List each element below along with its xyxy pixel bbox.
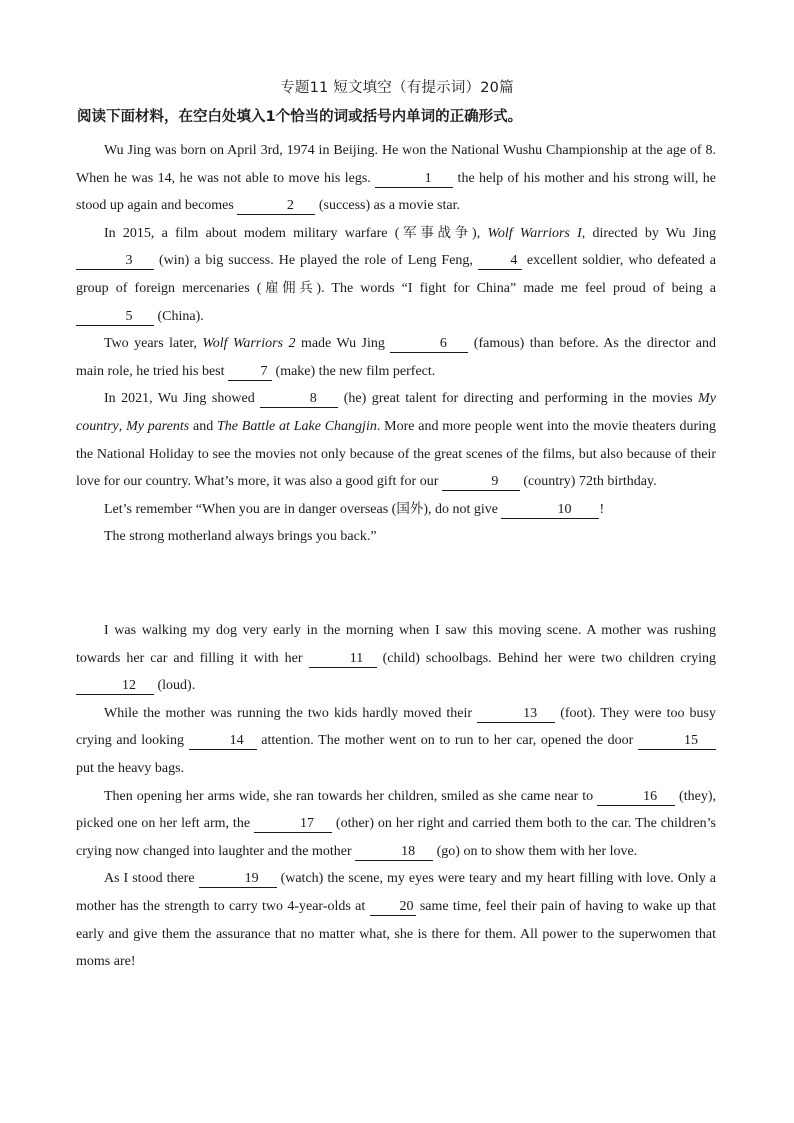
page-title: 专题11 短文填空（有提示词）20篇 [280, 80, 514, 96]
chinese-gloss: 军事战争 [399, 224, 473, 241]
blank-9[interactable]: 9 [442, 474, 520, 491]
paragraph: In 2021, Wu Jing showed 8 (he) great talent for directing and performing in the movies My country, My parents and The Battle at Lake Changjin. More and more people went into the movie theaters during the National Holiday to see the movies not only because of the great scenes of the films, but also because of their love for our country. What’s more, it was also a good gift for our 9 (country) 72th birthday. [76, 391, 717, 490]
paragraph: I was walking my dog very early in the morning when I saw this moving scene. A mother was rushing towards her car and filling it with her 11 (child) schoolbags. Behind her were two children crying 12 (loud). [76, 623, 716, 694]
film-title: The Battle at Lake Changjin [217, 418, 377, 434]
blank-20[interactable]: 20 [370, 899, 416, 916]
film-title: My country [76, 391, 716, 434]
blank-8[interactable]: 8 [260, 391, 338, 408]
blank-1[interactable]: 1 [375, 171, 453, 188]
blank-18[interactable]: 18 [355, 844, 433, 861]
blank-11[interactable]: 11 [309, 651, 377, 668]
paragraph: As I stood there 19 (watch) the scene, my eyes were teary and my heart filling with love. Only a mother has the strength to carry two 4-year-olds at 20 same time, feel their pain of having to wake up that early and give them the assurance that no matter what, she is there for them. All power to the superwomen that moms are! [76, 871, 717, 970]
blank-15[interactable]: 15 [638, 733, 716, 750]
film-title: Wolf Warriors 2 [202, 336, 296, 352]
chinese-gloss: 国外 [396, 500, 424, 517]
instructions: 阅读下面材料，在空白处填入1个恰当的词或括号内单词的正确形式。 [77, 109, 523, 125]
paragraph: In 2015, a film about modem military warfare (军事战争), Wolf Warriors I, directed by Wu Jing 3 (win) a big success. He played the role of Leng Feng, 4 excellent soldier, who defeated a group of foreign mercenaries (雇佣兵). The words “I fight for China” made me feel proud of being a 5 (China). [76, 224, 717, 324]
blank-2[interactable]: 2 [237, 198, 315, 215]
film-title: My parents [126, 418, 190, 434]
paragraph: Let’s remember “When you are in danger overseas (国外), do not give 10 ! [104, 500, 605, 517]
blank-7[interactable]: 7 [228, 364, 272, 381]
paragraph: Wu Jing was born on April 3rd, 1974 in Beijing. He won the National Wushu Championship at the age of 8. When he was 14, he was not able to move his legs. 1 the help of his mother and his strong will, he stood up again and becomes 2 (success) as a movie star. [76, 143, 716, 214]
paragraph: Then opening her arms wide, she ran towards her children, smiled as she came near to 16 (they), picked one on her left arm, the 17 (other) on her right and carried them both to the car. The children’s crying now changed into laughter and the mother 18 (go) on to show them with her love. [76, 788, 716, 859]
blank-19[interactable]: 19 [199, 871, 277, 888]
blank-16[interactable]: 16 [597, 789, 675, 806]
blank-10[interactable]: 10 [501, 502, 599, 519]
blank-13[interactable]: 13 [477, 706, 555, 723]
blank-17[interactable]: 17 [254, 816, 332, 833]
passage-wu-jing [76, 137, 716, 551]
chinese-gloss: 雇佣兵 [261, 279, 317, 296]
paragraph: While the mother was running the two kids hardly moved their 13 (foot). They were too busy crying and looking 14 attention. The mother went on to run to her car, opened the door 15 put the heavy bags. [76, 705, 716, 776]
blank-5[interactable]: 5 [76, 309, 154, 326]
paragraph: Two years later, Wolf Warriors 2 made Wu Jing 6 (famous) than before. As the director and main role, he tried his best 7 (make) the new film perfect. [76, 336, 717, 379]
blank-6[interactable]: 6 [390, 336, 468, 353]
blank-12[interactable]: 12 [76, 678, 154, 695]
film-title: Wolf Warriors I [487, 225, 582, 241]
blank-4[interactable]: 4 [478, 253, 522, 270]
blank-3[interactable]: 3 [76, 253, 154, 270]
passage-mother [76, 617, 716, 976]
blank-14[interactable]: 14 [189, 733, 257, 750]
paragraph: The strong motherland always brings you back.” [104, 529, 377, 545]
